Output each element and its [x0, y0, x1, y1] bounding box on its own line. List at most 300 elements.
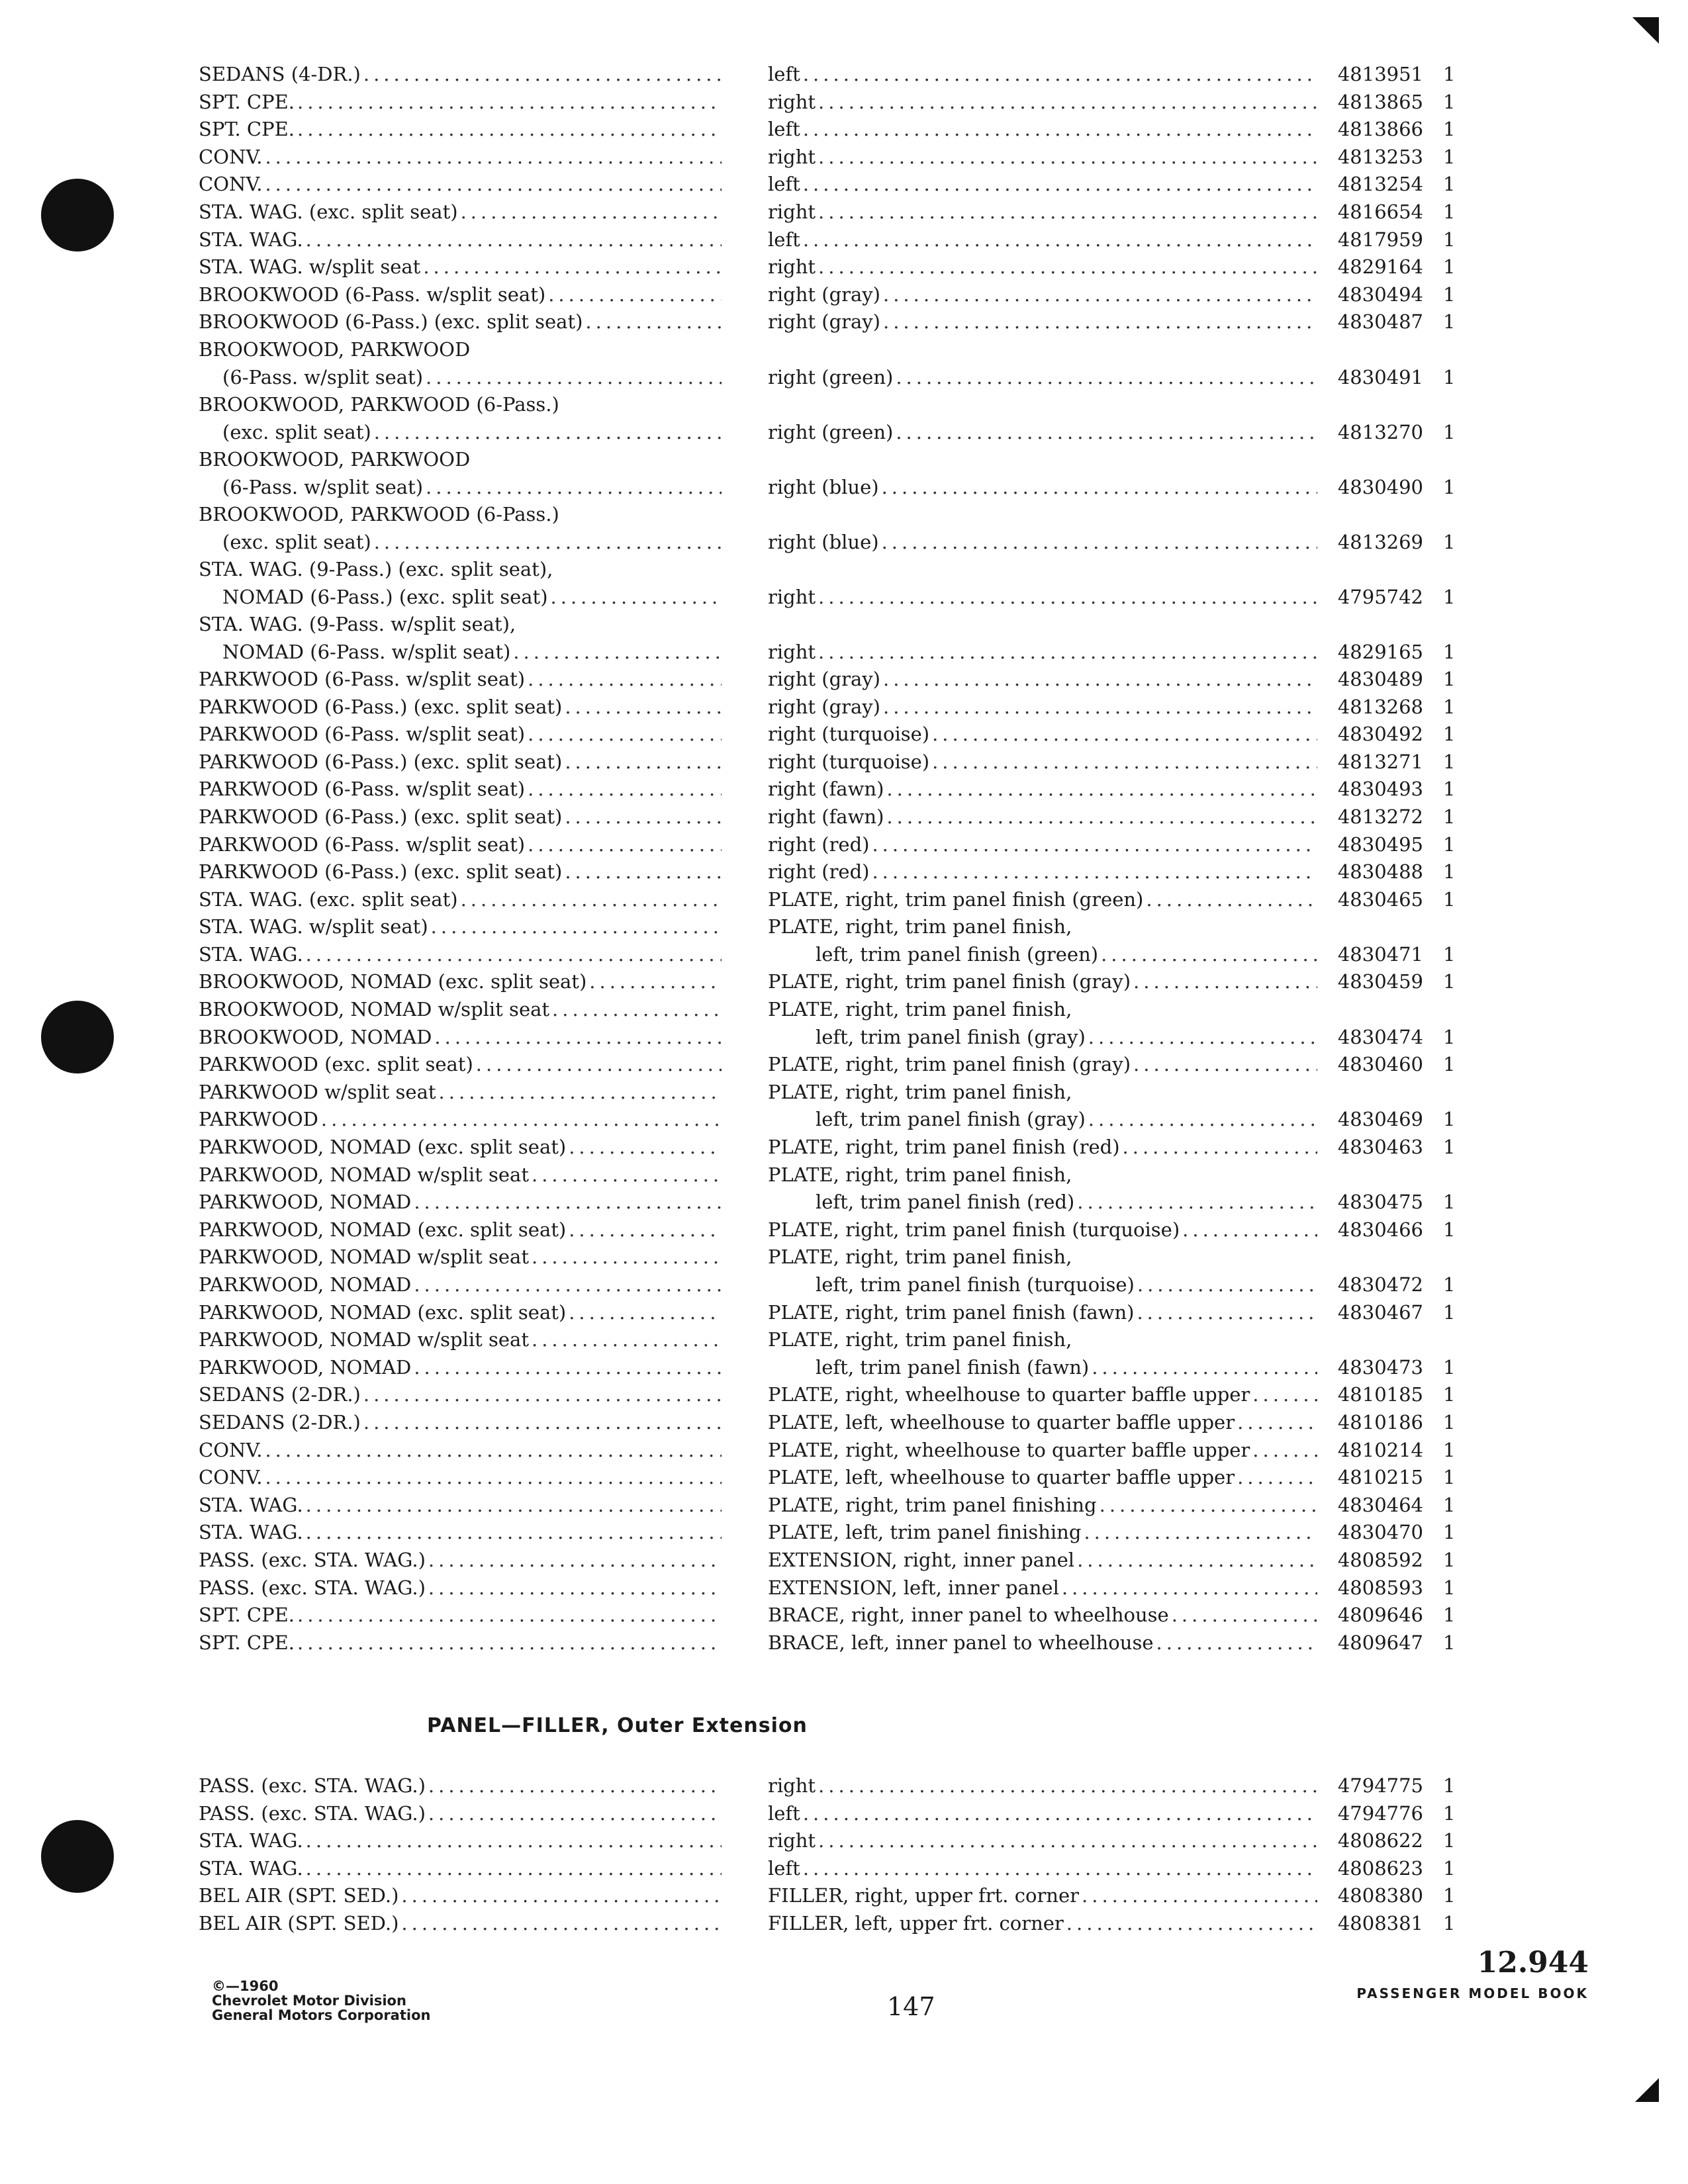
- model-text: PARKWOOD, NOMAD (exc. split seat): [199, 1300, 567, 1324]
- part-number: 4830470: [1337, 1521, 1423, 1544]
- model-cell: [199, 1464, 722, 1492]
- part-number: 4809646: [1337, 1604, 1423, 1627]
- quantity: 1: [1443, 750, 1456, 773]
- book-name: PASSENGER MODEL BOOK: [1356, 1985, 1589, 2001]
- dot-leader: [565, 694, 722, 721]
- description-cell: [768, 281, 1317, 309]
- dot-leader: [1237, 1464, 1317, 1492]
- description-cell: [768, 1161, 1317, 1189]
- dot-leader: [569, 1216, 722, 1244]
- description-text: PLATE, right, trim panel finish,: [768, 1080, 1072, 1103]
- model-line: [199, 281, 722, 309]
- dot-leader: [1077, 1547, 1317, 1574]
- description-text: right: [768, 90, 816, 113]
- table-row: [199, 858, 1496, 886]
- parts-list: [199, 61, 1496, 1657]
- model-cell: [199, 1827, 722, 1855]
- part-number: 4808623: [1337, 1856, 1423, 1880]
- description-cell: [768, 886, 1317, 914]
- part-number: 4808593: [1337, 1576, 1423, 1599]
- model-text: BROOKWOOD, NOMAD (exc. split seat): [199, 970, 587, 993]
- quantity: 1: [1443, 1025, 1456, 1048]
- description-cell: [768, 1800, 1317, 1828]
- dot-leader: [513, 639, 722, 666]
- model-line: [199, 1189, 722, 1216]
- quantity: 1: [1443, 1191, 1456, 1214]
- model-line: [199, 858, 722, 886]
- table-row: [199, 1519, 1496, 1547]
- model-text: SPT. CPE.: [199, 1631, 295, 1654]
- model-line: [199, 611, 722, 639]
- model-cell: [199, 1882, 722, 1910]
- description-text: left, trim panel finish (turquoise): [816, 1273, 1135, 1296]
- description-text: right: [768, 1774, 816, 1797]
- table-row: [199, 996, 1496, 1024]
- model-line: [199, 1855, 722, 1883]
- dot-leader: [528, 666, 722, 694]
- table-row: [199, 1882, 1496, 1910]
- dot-leader: [882, 474, 1317, 502]
- model-cell: [199, 1106, 722, 1134]
- model-cell: [199, 1244, 722, 1271]
- model-text: CONV.: [199, 1466, 263, 1489]
- dot-leader: [428, 1574, 722, 1602]
- dot-leader: [306, 226, 722, 254]
- model-line: [199, 749, 722, 776]
- description-text: right (red): [768, 860, 870, 884]
- dot-leader: [1252, 1437, 1317, 1465]
- model-text: PARKWOOD, NOMAD (exc. split seat): [199, 1218, 567, 1241]
- model-text: PASS. (exc. STA. WAG.): [199, 1774, 426, 1797]
- description-text: PLATE, left, wheelhouse to quarter baffle upper: [768, 1410, 1235, 1433]
- part-number: 4813269: [1337, 530, 1423, 553]
- dot-leader: [803, 61, 1317, 89]
- part-number: 4830495: [1337, 833, 1423, 856]
- dot-leader: [428, 1772, 722, 1800]
- table-row: [199, 226, 1496, 254]
- description-text: PLATE, right, trim panel finish,: [768, 998, 1072, 1021]
- quantity: 1: [1443, 365, 1456, 388]
- dot-leader: [1088, 1024, 1317, 1052]
- model-text: PARKWOOD (6-Pass.) (exc. split seat): [199, 750, 563, 773]
- table-row: [199, 1051, 1496, 1079]
- table-row: [199, 1299, 1496, 1327]
- description-text: PLATE, right, trim panel finish,: [768, 1163, 1072, 1186]
- model-line: [199, 1409, 722, 1437]
- model-line: [199, 529, 722, 557]
- quantity: 1: [1443, 1053, 1456, 1076]
- model-cell: [199, 1024, 722, 1052]
- dot-leader: [426, 364, 722, 392]
- description-cell: [768, 1134, 1317, 1161]
- model-cell: [199, 1189, 722, 1216]
- part-number: 4830473: [1337, 1355, 1423, 1379]
- dot-leader: [818, 1772, 1317, 1800]
- dot-leader: [439, 1079, 722, 1107]
- table-row: [199, 941, 1496, 969]
- dot-leader: [1252, 1381, 1317, 1409]
- dot-leader: [363, 1381, 722, 1409]
- quantity: 1: [1443, 173, 1456, 196]
- description-cell: [768, 1079, 1317, 1107]
- model-line: [199, 1051, 722, 1079]
- table-row: [199, 61, 1496, 89]
- description-text: right (gray): [768, 310, 880, 334]
- model-line: [199, 1437, 722, 1465]
- dot-leader: [532, 1161, 722, 1189]
- model-cell: [199, 144, 722, 171]
- model-text: PARKWOOD (exc. split seat): [199, 1053, 473, 1076]
- dot-leader: [1123, 1134, 1317, 1161]
- model-line: [199, 1244, 722, 1271]
- model-text: STA. WAG. (9-Pass.) (exc. split seat),: [199, 557, 553, 580]
- dot-leader: [363, 61, 722, 89]
- model-cell: [199, 1354, 722, 1382]
- model-text: PARKWOOD (6-Pass. w/split seat): [199, 723, 526, 746]
- table-row: [199, 171, 1496, 199]
- table-row: [199, 446, 1496, 501]
- table-row: [199, 1574, 1496, 1602]
- part-number: 4830494: [1337, 283, 1423, 306]
- book-number: 12.944: [1477, 1946, 1589, 1979]
- part-number: 4808380: [1337, 1884, 1423, 1907]
- description-cell: [768, 749, 1317, 776]
- dot-leader: [803, 226, 1317, 254]
- table-row: [199, 1409, 1496, 1437]
- quantity: 1: [1443, 860, 1456, 884]
- model-line: [199, 941, 722, 969]
- dot-leader: [872, 858, 1317, 886]
- part-number: 4830469: [1337, 1108, 1423, 1131]
- description-cell: [768, 1244, 1317, 1271]
- model-line: [199, 886, 722, 914]
- model-line: [199, 1827, 722, 1855]
- description-cell: [768, 666, 1317, 694]
- model-line: [199, 1161, 722, 1189]
- quantity: 1: [1443, 255, 1456, 279]
- dot-leader: [565, 858, 722, 886]
- model-text: PARKWOOD, NOMAD: [199, 1273, 412, 1296]
- part-number: 4830491: [1337, 365, 1423, 388]
- part-number: 4794775: [1337, 1774, 1423, 1797]
- quantity: 1: [1443, 200, 1456, 223]
- model-cell: [199, 1574, 722, 1602]
- model-text: STA. WAG.: [199, 1829, 303, 1852]
- table-row: [199, 308, 1496, 336]
- model-text: PARKWOOD: [199, 1108, 318, 1131]
- table-row: [199, 1602, 1496, 1629]
- dot-leader: [476, 1051, 722, 1079]
- table-row: [199, 666, 1496, 694]
- description-cell: [768, 941, 1317, 969]
- part-number: 4830465: [1337, 887, 1423, 911]
- dot-leader: [1172, 1602, 1317, 1629]
- description-cell: [768, 1326, 1317, 1354]
- dot-leader: [1084, 1519, 1317, 1547]
- dot-leader: [374, 419, 722, 447]
- model-text: STA. WAG.: [199, 1493, 303, 1516]
- table-row: [199, 556, 1496, 611]
- model-text: SPT. CPE.: [199, 90, 295, 113]
- description-text: BRACE, left, inner panel to wheelhouse: [768, 1631, 1154, 1654]
- dot-leader: [803, 1855, 1317, 1883]
- quantity: 1: [1443, 145, 1456, 168]
- binder-hole-bottom: [41, 1820, 114, 1893]
- description-text: left, trim panel finish (red): [816, 1191, 1075, 1214]
- dot-leader: [1156, 1629, 1318, 1657]
- model-text: SEDANS (4-DR.): [199, 63, 361, 85]
- table-row: [199, 1381, 1496, 1409]
- model-line: [199, 474, 722, 502]
- description-cell: [768, 1629, 1317, 1657]
- table-row: [199, 1547, 1496, 1574]
- description-cell: [768, 1574, 1317, 1602]
- description-cell: [768, 364, 1317, 392]
- model-cell: [199, 1134, 722, 1161]
- description-text: right: [768, 255, 816, 279]
- model-text: PARKWOOD, NOMAD w/split seat: [199, 1246, 529, 1269]
- section-heading: PANEL—FILLER, Outer Extension: [427, 1714, 808, 1737]
- table-row: [199, 749, 1496, 776]
- model-cell: [199, 1910, 722, 1938]
- quantity: 1: [1443, 778, 1456, 801]
- model-line: [199, 996, 722, 1024]
- model-cell: [199, 1629, 722, 1657]
- model-text: PARKWOOD (6-Pass.) (exc. split seat): [199, 805, 563, 828]
- model-line: [199, 419, 722, 447]
- description-text: PLATE, right, trim panel finishing: [768, 1493, 1097, 1516]
- dot-leader: [896, 364, 1317, 392]
- description-text: PLATE, right, trim panel finish (red): [768, 1136, 1120, 1159]
- model-cell: [199, 1772, 722, 1800]
- description-cell: [768, 1051, 1317, 1079]
- table-row: [199, 501, 1496, 556]
- dot-leader: [434, 1024, 722, 1052]
- description-text: PLATE, right, trim panel finish,: [768, 1246, 1072, 1269]
- part-number: 4808622: [1337, 1829, 1423, 1852]
- model-line: [199, 1800, 722, 1828]
- table-row: [199, 1464, 1496, 1492]
- dot-leader: [1066, 1910, 1317, 1938]
- description-cell: [768, 694, 1317, 721]
- model-text: STA. WAG. (exc. split seat): [199, 887, 458, 911]
- part-number: 4813866: [1337, 118, 1423, 141]
- description-cell: [768, 419, 1317, 447]
- description-text: left: [768, 228, 800, 251]
- part-number: 4810185: [1337, 1383, 1423, 1406]
- model-line: [199, 446, 722, 474]
- model-text: BROOKWOOD, PARKWOOD (6-Pass.): [199, 392, 559, 416]
- model-line: [199, 831, 722, 859]
- description-text: right: [768, 585, 816, 608]
- dot-leader: [818, 1827, 1317, 1855]
- quantity: 1: [1443, 1108, 1456, 1131]
- model-line: [199, 1602, 722, 1629]
- quantity: 1: [1443, 1355, 1456, 1379]
- model-text: (exc. split seat): [222, 530, 371, 553]
- dot-leader: [265, 1464, 722, 1492]
- dot-leader: [932, 721, 1317, 749]
- model-text: CONV.: [199, 1438, 263, 1461]
- model-cell: [199, 171, 722, 199]
- table-row: [199, 1326, 1496, 1354]
- description-text: left: [768, 1856, 800, 1880]
- dot-leader: [306, 1519, 722, 1547]
- part-number: 4830493: [1337, 778, 1423, 801]
- quantity: 1: [1443, 118, 1456, 141]
- quantity: 1: [1443, 1576, 1456, 1599]
- part-number: 4830459: [1337, 970, 1423, 993]
- description-cell: [768, 996, 1317, 1024]
- table-row: [199, 1079, 1496, 1107]
- dot-leader: [265, 144, 722, 171]
- model-line: [199, 913, 722, 941]
- part-number: 4829165: [1337, 640, 1423, 663]
- part-number: 4830471: [1337, 942, 1423, 966]
- description-text: PLATE, right, trim panel finish (green): [768, 887, 1144, 911]
- description-cell: [768, 61, 1317, 89]
- description-text: right: [768, 1829, 816, 1852]
- description-cell: [768, 858, 1317, 886]
- dot-leader: [528, 721, 722, 749]
- description-text: right (green): [768, 420, 894, 443]
- model-line: [199, 144, 722, 171]
- dot-leader: [297, 1602, 722, 1629]
- model-text: STA. WAG. w/split seat: [199, 255, 421, 279]
- description-cell: [768, 803, 1317, 831]
- binder-hole-middle: [41, 1001, 114, 1073]
- quantity: 1: [1443, 887, 1456, 911]
- description-text: PLATE, right, trim panel finish (turquoise): [768, 1218, 1180, 1241]
- quantity: 1: [1443, 1631, 1456, 1654]
- model-cell: [199, 61, 722, 89]
- model-line: [199, 1299, 722, 1327]
- table-row: [199, 281, 1496, 309]
- description-cell: [768, 1602, 1317, 1629]
- description-cell: [768, 226, 1317, 254]
- dot-leader: [306, 1855, 722, 1883]
- model-line: [199, 116, 722, 144]
- model-text: NOMAD (6-Pass.) (exc. split seat): [222, 585, 548, 608]
- description-text: left: [768, 173, 800, 196]
- description-text: right (gray): [768, 283, 880, 306]
- corner-registration-mark-bottom: [1635, 2078, 1659, 2102]
- model-line: [199, 1381, 722, 1409]
- dot-leader: [1133, 1051, 1317, 1079]
- quantity: 1: [1443, 1911, 1456, 1934]
- model-text: (exc. split seat): [222, 420, 371, 443]
- model-cell: [199, 694, 722, 721]
- table-row: [199, 831, 1496, 859]
- model-line: [199, 253, 722, 281]
- model-cell: [199, 1051, 722, 1079]
- dot-leader: [886, 776, 1317, 803]
- description-cell: [768, 1547, 1317, 1574]
- model-line: [199, 968, 722, 996]
- quantity: 1: [1443, 63, 1456, 85]
- description-cell: [768, 968, 1317, 996]
- quantity: 1: [1443, 667, 1456, 690]
- model-cell: [199, 803, 722, 831]
- description-text: PLATE, right, trim panel finish,: [768, 915, 1072, 938]
- description-text: right (fawn): [768, 805, 884, 828]
- description-text: right (turquoise): [768, 750, 930, 773]
- part-number: 4813951: [1337, 63, 1423, 85]
- quantity: 1: [1443, 1136, 1456, 1159]
- model-line: [199, 1216, 722, 1244]
- model-cell: [199, 776, 722, 803]
- table-row: [199, 913, 1496, 941]
- model-cell: [199, 1409, 722, 1437]
- table-row: [199, 694, 1496, 721]
- dot-leader: [1101, 941, 1317, 969]
- description-cell: [768, 639, 1317, 666]
- description-text: right (fawn): [768, 778, 884, 801]
- model-cell: [199, 199, 722, 226]
- description-text: right (turquoise): [768, 723, 930, 746]
- part-number: 4813270: [1337, 420, 1423, 443]
- description-text: left: [768, 118, 800, 141]
- model-cell: [199, 749, 722, 776]
- model-cell: [199, 446, 722, 501]
- dot-leader: [532, 1326, 722, 1354]
- table-row: [199, 1492, 1496, 1520]
- model-text: STA. WAG.: [199, 228, 303, 251]
- model-line: [199, 1547, 722, 1574]
- description-cell: [768, 1189, 1317, 1216]
- table-row: [199, 803, 1496, 831]
- table-row: [199, 1161, 1496, 1189]
- description-text: EXTENSION, right, inner panel: [768, 1548, 1075, 1571]
- part-number: 4830472: [1337, 1273, 1423, 1296]
- model-line: [199, 721, 722, 749]
- model-text: STA. WAG. (exc. split seat): [199, 200, 458, 223]
- model-line: [199, 1629, 722, 1657]
- model-text: (6-Pass. w/split seat): [222, 365, 424, 388]
- part-number: 4810186: [1337, 1410, 1423, 1433]
- dot-leader: [414, 1271, 722, 1299]
- dot-leader: [883, 308, 1317, 336]
- dot-leader: [528, 776, 722, 803]
- model-line: [199, 1354, 722, 1382]
- parts-list-filler: [199, 1772, 1496, 1938]
- model-text: PARKWOOD (6-Pass.) (exc. split seat): [199, 860, 563, 884]
- table-row: [199, 336, 1496, 391]
- dot-leader: [896, 419, 1317, 447]
- dot-leader: [306, 1827, 722, 1855]
- description-text: right: [768, 640, 816, 663]
- description-text: left, trim panel finish (gray): [816, 1025, 1086, 1048]
- model-cell: [199, 391, 722, 446]
- quantity: 1: [1443, 723, 1456, 746]
- part-number: 4810215: [1337, 1466, 1423, 1489]
- dot-leader: [297, 1629, 722, 1657]
- dot-leader: [426, 474, 722, 502]
- copyright-block: [212, 1979, 430, 2023]
- model-cell: [199, 501, 722, 556]
- model-text: STA. WAG.: [199, 942, 303, 966]
- table-row: [199, 1024, 1496, 1052]
- description-cell: [768, 1271, 1317, 1299]
- description-text: BRACE, right, inner panel to wheelhouse: [768, 1604, 1169, 1627]
- part-number: 4810214: [1337, 1438, 1423, 1461]
- quantity: 1: [1443, 1438, 1456, 1461]
- dot-leader: [414, 1189, 722, 1216]
- model-line: [199, 61, 722, 89]
- part-number: 4830475: [1337, 1191, 1423, 1214]
- dot-leader: [1146, 886, 1317, 914]
- model-line: [199, 1464, 722, 1492]
